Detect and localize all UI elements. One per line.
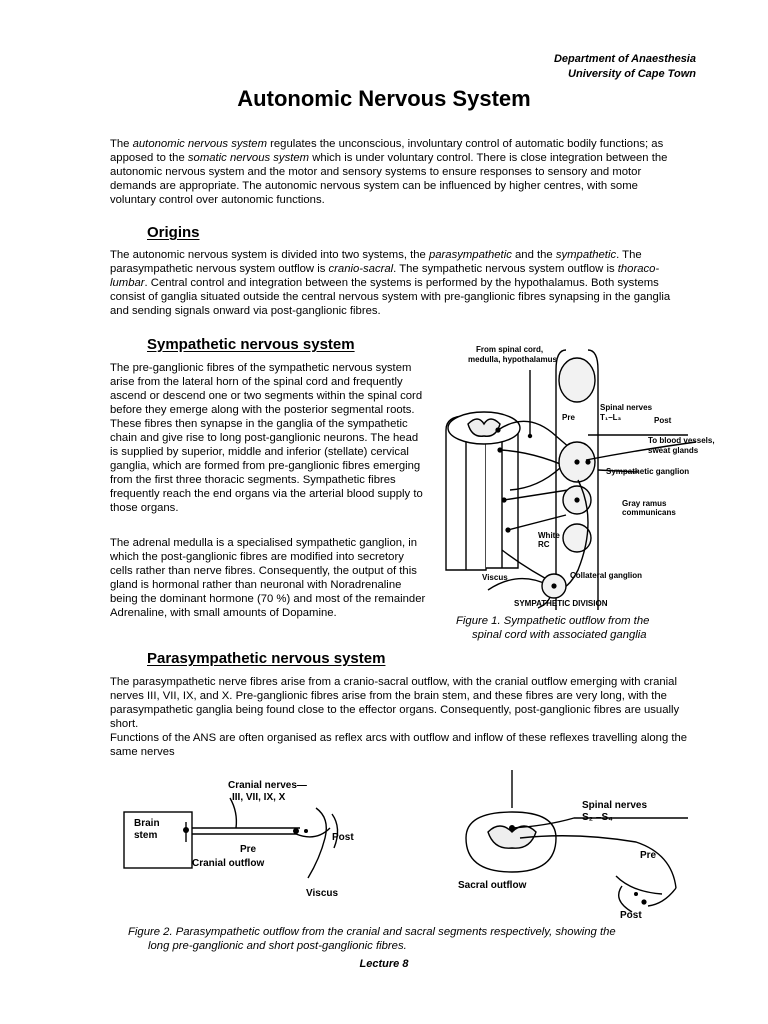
fig1-label-viscus: Viscus (482, 573, 508, 582)
fig1-label-from-spinal: From spinal cord, (476, 345, 544, 354)
origins-emphasis-2: sympathetic (555, 249, 617, 261)
figure-1-caption (456, 614, 696, 642)
origins-text-4: . The sympathetic nervous system outflow is (393, 263, 618, 275)
fig1-label-sympathetic-ganglion: Sympathetic ganglion (606, 467, 690, 476)
origins-paragraph (110, 248, 692, 318)
figure-2-caption-line-1: Figure 2. Parasympathetic outflow from the cranial and sacral segments respectively, showing the (128, 926, 616, 938)
figure-2-sacral-diagram (436, 768, 698, 920)
fig1-label-white: White (538, 531, 560, 540)
sympathetic-paragraph-1: The pre-ganglionic fibres of the sympathetic nervous system arise from the lateral horn of the spinal cord and frequently ascend or descend one or two segments within the spinal cord before they emerge along with the posterior segmental roots. These fibres then synapse in the ganglia of the sympathetic chain and give rise to long post-ganglionic neurons. The head is supplied by superior, middle and inferior (stellate) cervical ganglia, which are formed from pre-ganglionic fibres emerging from the first three thoracic segments. Sympathetic fibres frequently reach the end organs via the arterial blood supply to those organs. (110, 362, 423, 514)
fig2-label-stem: stem (134, 830, 158, 841)
page-title: Autonomic Nervous System (237, 86, 531, 111)
sacral-outflow-illustration (436, 768, 698, 920)
figure-1-caption-line-1: Figure 1. Sympathetic outflow from the (456, 615, 650, 627)
fig1-label-gray-ramus: Gray ramus (622, 499, 667, 508)
fig2-label-s2-s4: S₂ –S₄ (582, 812, 613, 823)
figure-2-caption-line-2: long pre-ganglionic and short post-ganglionic fibres. (148, 940, 407, 952)
fig2-label-cranial-outflow: Cranial outflow (192, 858, 265, 869)
page-footer: Lecture 8 (359, 958, 409, 970)
sympathetic-paragraph-2: The adrenal medulla is a specialised sympathetic ganglion, in which the post-ganglionic fibres are modified into secretory cells rather than nerve fibres. Consequently, the output of this gland is hormonal rather than neuronal with Noradrenaline being the dominant hormone (70 %) and most of the remainder Adrenaline, with small amounts of Dopamine. (110, 537, 426, 619)
fig1-label-t1-l3: T₁–L₃ (600, 413, 622, 422)
intro-text-3: which is under voluntary control. There is close integration between the autonomic nervous system and the motor and sensory systems to ensure responses to sensory and motor demands are appropriate. The autonomic nervous system can be influenced by higher centres, with some voluntary control over autonomic functions. (110, 152, 668, 206)
parasympathetic-paragraph-1: The parasympathetic nerve fibres arise from a cranio-sacral outflow, with the cranial outflow emerging with cranial nerves III, VII, IX, and X. Pre-ganglionic fibres arise from the brain stem, and these fibres are very long, with the parasympathetic ganglia being found close to the effector organs. Consequently, post-ganglionic fibres are usually short. (110, 676, 680, 730)
intro-text-2: regulates the unconscious, involuntary control of automatic bodily functions; as apposed to the (110, 138, 664, 164)
origins-emphasis-4: thoraco-lumbar (110, 263, 660, 289)
cranial-outflow-illustration (120, 768, 360, 900)
origins-heading: Origins (147, 224, 200, 241)
figure-2-caption (128, 925, 700, 953)
fig2-label-cranial-nerves: Cranial nerves— (228, 780, 307, 791)
intro-paragraph (110, 137, 670, 207)
fig2-label-pre-sacral: Pre (640, 850, 657, 861)
origins-text-2: and the (511, 249, 556, 261)
department-header (554, 52, 696, 82)
fig2-label-post: Post (332, 832, 354, 843)
fig2-label-sacral-outflow: Sacral outflow (458, 880, 527, 891)
origins-emphasis-1: parasympathetic (428, 249, 512, 261)
fig1-label-rc: RC (538, 540, 550, 549)
fig2-label-pre: Pre (240, 844, 257, 855)
intro-emphasis-2: somatic nervous system (187, 152, 310, 164)
fig2-label-spinal-nerves: Spinal nerves (582, 800, 648, 811)
fig1-label-spinal-nerves: Spinal nerves (600, 403, 653, 412)
fig2-label-post-sacral: Post (620, 910, 642, 921)
department-line: Department of Anaesthesia (553, 53, 696, 65)
origins-text-1: The autonomic nervous system is divided into two systems, the (110, 249, 429, 261)
fig1-label-communicans: communicans (622, 508, 676, 517)
intro-text-1: The (110, 138, 133, 150)
sympathetic-heading: Sympathetic nervous system (147, 336, 355, 353)
fig2-label-brain: Brain (134, 818, 160, 829)
fig1-label-post: Post (654, 416, 672, 425)
parasympathetic-heading: Parasympathetic nervous system (147, 650, 386, 667)
fig1-label-blood-vessels: To blood vessels, (648, 436, 715, 445)
fig2-label-cranial-list: III, VII, IX, X (232, 792, 286, 803)
fig1-label-sweat-glands: sweat glands (648, 446, 699, 455)
fig1-label-medulla: medulla, hypothalamus (468, 355, 557, 364)
fig1-label-collateral-ganglion: Collateral ganglion (570, 571, 643, 580)
fig1-label-pre: Pre (562, 413, 575, 422)
origins-text-5: . Central control and integration between the systems is performed by the hypothalamus. Both systems consist of ganglia situated outside the central nervous system with pre-ganglionic fibres synapsing in the ganglia and sending signals onward via post-ganglionic fibres. (110, 277, 671, 317)
sympathetic-outflow-illustration (438, 340, 715, 612)
intro-emphasis-1: autonomic nervous system (132, 138, 267, 150)
parasympathetic-paragraph-2: Functions of the ANS are often organised as reflex arcs with outflow and inflow of these reflexes travelling along the same nerves (110, 732, 688, 758)
fig1-label-division: SYMPATHETIC DIVISION (514, 599, 608, 608)
origins-text-3: . The parasympathetic nervous system outflow is (110, 249, 642, 275)
figure-1-caption-line-2: spinal cord with associated ganglia (472, 629, 647, 641)
figure-2-cranial-diagram (120, 768, 360, 900)
figure-1-sympathetic-diagram (438, 340, 715, 612)
fig2-label-viscus: Viscus (306, 888, 339, 899)
university-line: University of Cape Town (568, 68, 696, 80)
origins-emphasis-3: cranio-sacral (328, 263, 394, 275)
